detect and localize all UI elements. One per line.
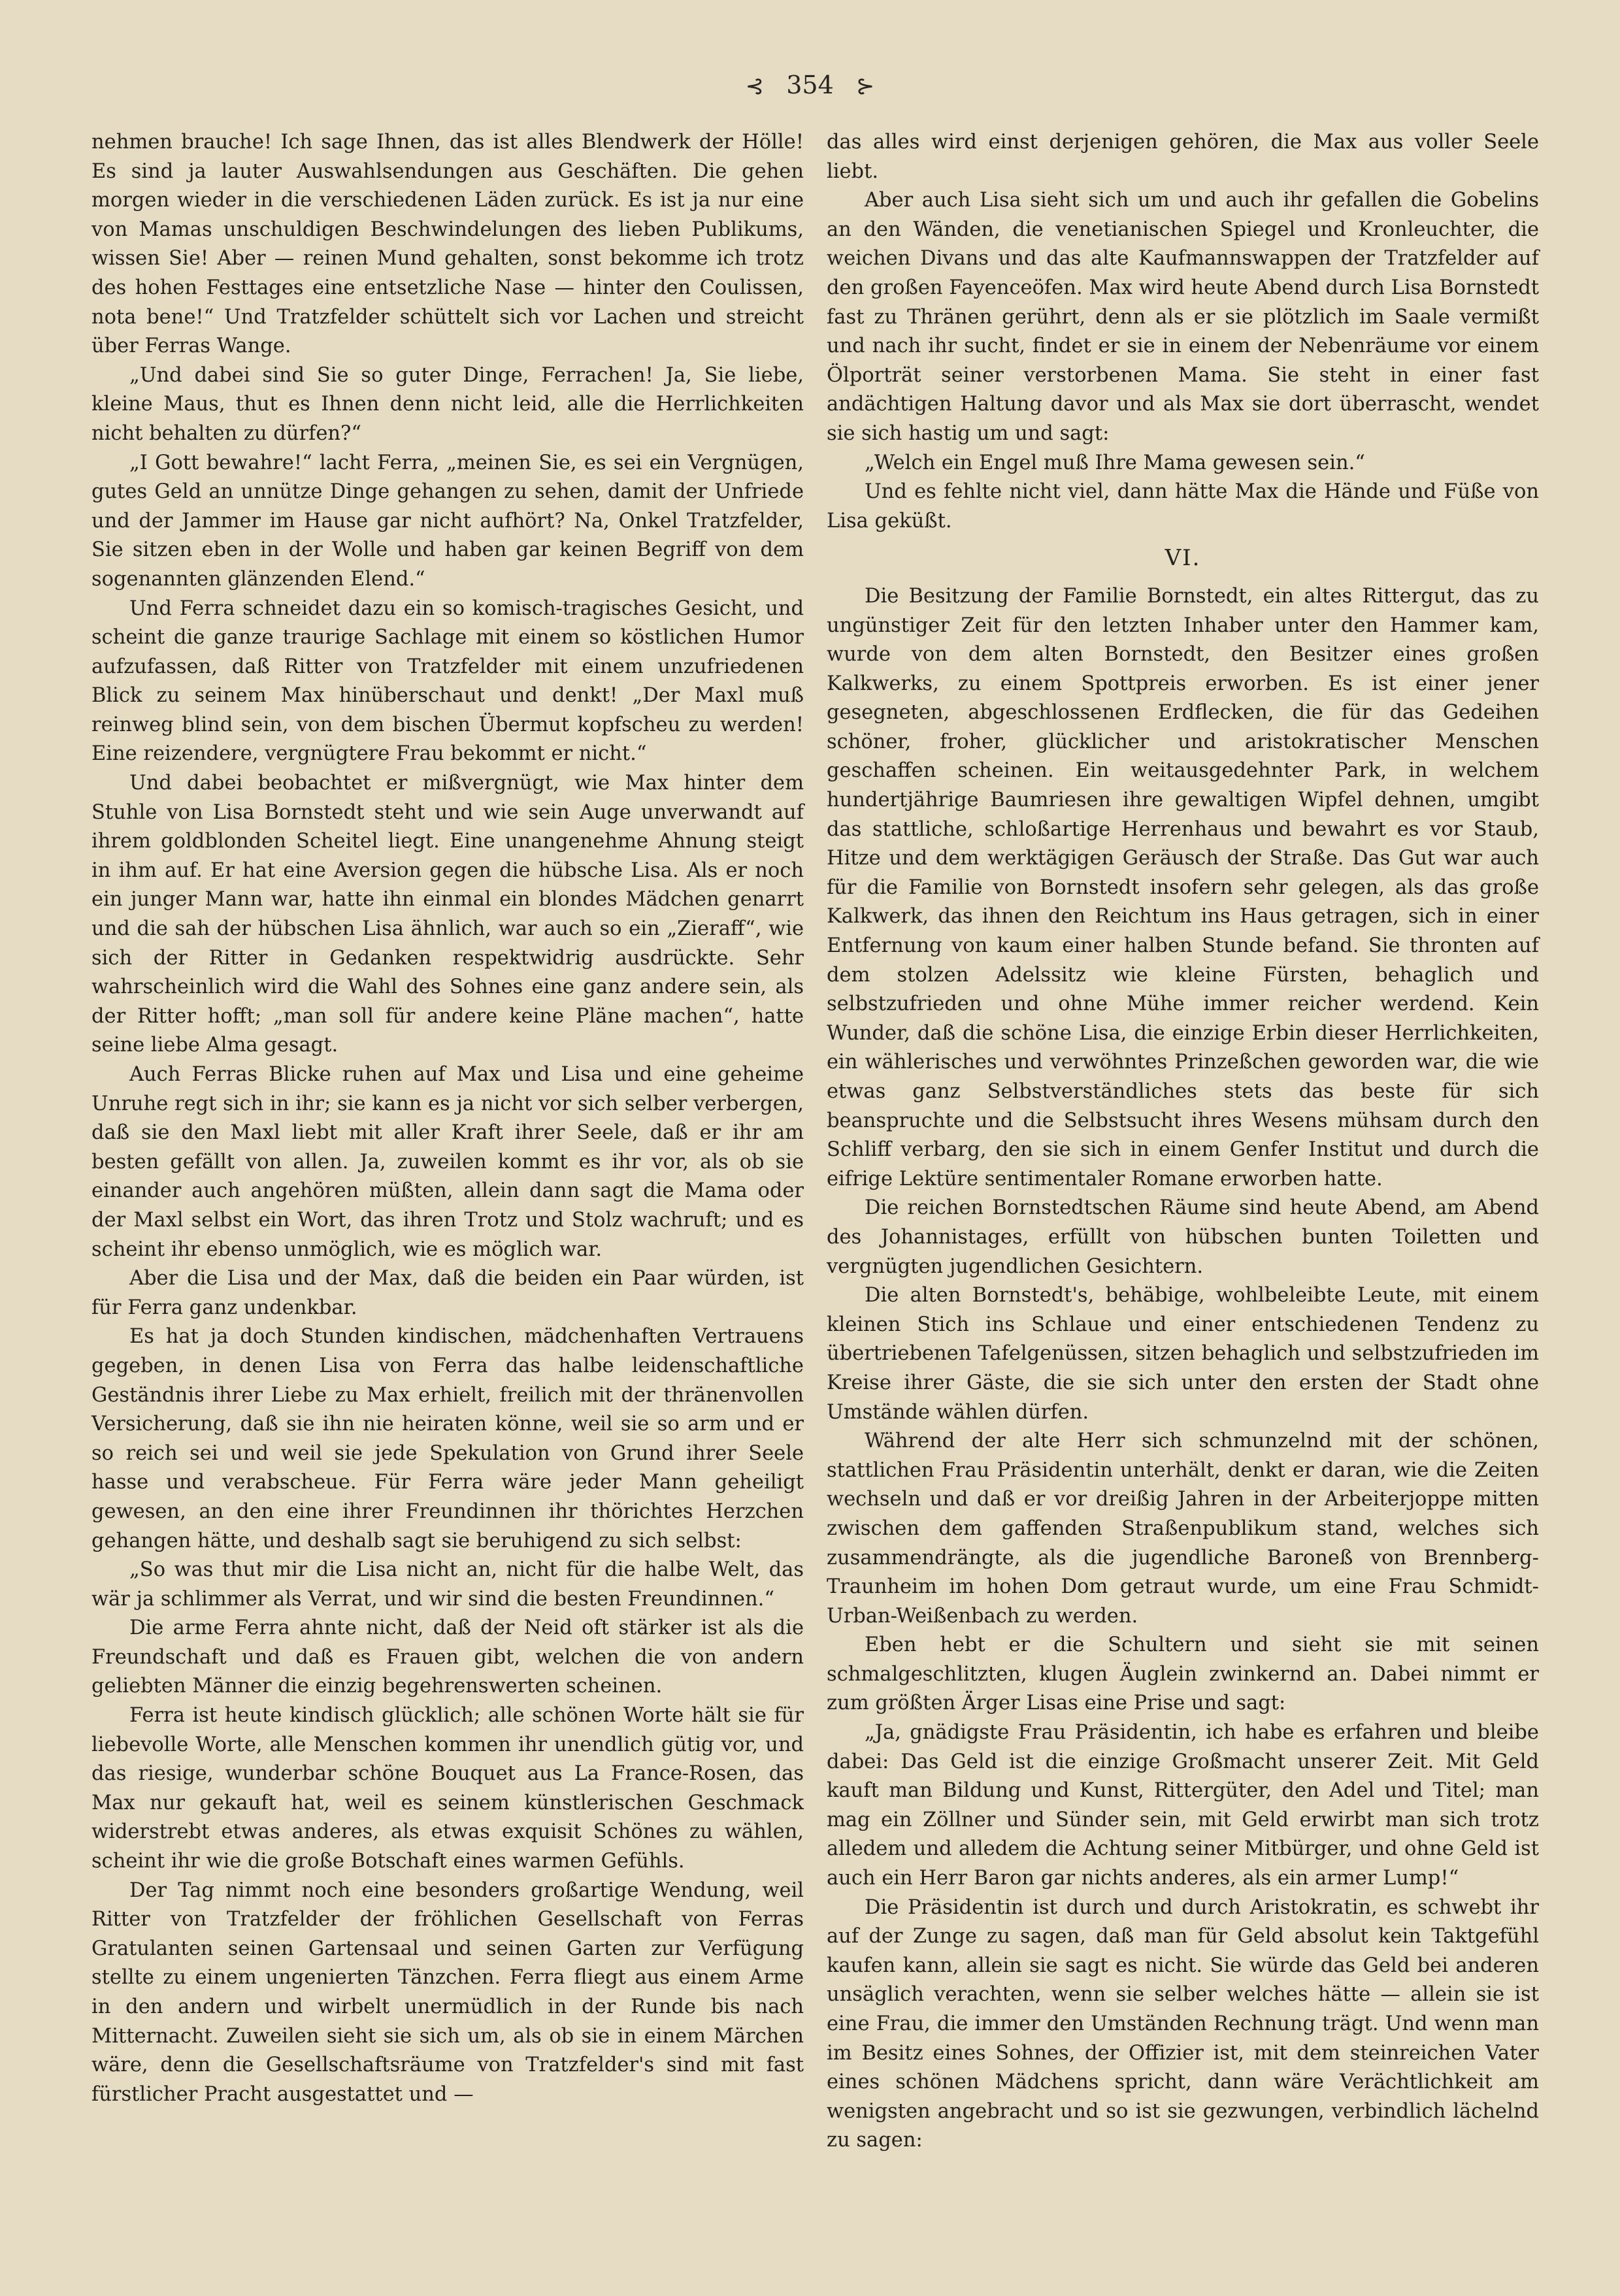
paragraph: Und Ferra schneidet dazu ein so komisch-tragisches Gesicht, und scheint die ganze traurige Sachlage mit einem so köstlichen Humor aufzufassen, daß Ritter von Tratzfelder mit einem unzufriedenen Blick zu seinem Max hinüberschaut und denkt! „Der Maxl muß reinweg blind sein, von dem bischen Übermut kopfscheu zu werden! Eine reizendere, vergnügtere Frau bekommt er nicht.“: [91, 597, 804, 766]
paragraph: Die Präsidentin ist durch und durch Aristokratin, es schwebt ihr auf der Zunge zu sagen, daß man für Geld absolut kein Taktgefühl kaufen kann, allein sie sagt es nicht. Sie würde das Geld bei anderen unsäglich verachten, wenn sie selber welches hätte — allein sie ist eine Frau, die immer den Umständen Rechnung trägt. Und wenn man im Besitz eines Sohnes, der Offizier ist, mit dem steinreichen Vater eines schönen Mädchens spricht, dann wäre Verächtlichkeit am wenigsten angebracht und so ist sie gezwungen, verbindlich lächelnd zu sagen:: [827, 1895, 1539, 2152]
page-header: [0, 71, 1620, 99]
paragraph: nehmen brauche! Ich sage Ihnen, das ist alles Blendwerk der Hölle! Es sind ja lauter Auswahlsendungen aus Geschäften. Die gehen morgen wieder in die verschiedenen Läden zurück. Es ist ja nur eine von Mamas unschuldigen Beschwindelungen des lieben Publikums, wissen Sie! Aber — reinen Mund gehalten, sonst bekomme ich trotz des hohen Festtages eine entsetzliche Nase — hinter den Coulissen, nota bene!“ Und Tratzfelder schüttelt sich vor Lachen und streicht über Ferras Wange.: [91, 131, 804, 358]
right-column: [827, 128, 1539, 2156]
paragraph: Eben hebt er die Schultern und sieht sie mit seinen schmalgeschlitzten, klugen Äuglein zwinkernd an. Dabei nimmt er zum größten Ärger Lisas eine Prise und sagt:: [827, 1633, 1539, 1715]
left-column: [91, 128, 804, 2109]
paragraph: Aber die Lisa und der Max, daß die beiden ein Paar würden, ist für Ferra ganz undenkbar.: [91, 1267, 804, 1319]
paragraph: „So was thut mir die Lisa nicht an, nicht für die halbe Welt, das wär ja schlimmer als Verrat, und wir sind die besten Freundinnen.“: [91, 1558, 804, 1611]
paragraph: Während der alte Herr sich schmunzelnd mit der schönen, stattlichen Frau Präsidentin unterhält, denkt er daran, wie die Zeiten wechseln und daß er vor dreißig Jahren in der Arbeiterjoppe mitten zwischen dem gaffenden Straßenpublikum stand, welches sich zusammendrängte, als die jugendliche Baroneß von Brennberg-Traunheim im hohen Dom getraut wurde, um eine Frau Schmidt-Urban-Weißenbach zu werden.: [827, 1430, 1539, 1628]
paragraph: das alles wird einst derjenigen gehören, die Max aus voller Seele liebt.: [827, 131, 1539, 183]
page-number: 354: [786, 71, 834, 99]
paragraph: Die reichen Bornstedtschen Räume sind heute Abend, am Abend des Johannistages, erfüllt von hübschen bunten Toiletten und vergnügten jugendlichen Gesichtern.: [827, 1196, 1539, 1278]
paragraph: Die arme Ferra ahnte nicht, daß der Neid oft stärker ist als die Freundschaft und daß es Frauen gibt, welchen die von andern geliebten Männer die einzig begehrenswerten scheinen.: [91, 1616, 804, 1698]
paragraph: Die alten Bornstedt's, behäbige, wohlbeleibte Leute, mit einem kleinen Stich ins Schlaue und einer entschiedenen Tendenz zu übertriebenen Tafelgenüssen, sitzen behaglich und selbstzufrieden im Kreise ihrer Gäste, die sie sich unter den ersten der Stadt ohne Umstände wählen dürfen.: [827, 1284, 1539, 1424]
paragraph: Der Tag nimmt noch eine besonders großartige Wendung, weil Ritter von Tratzfelder der fröhlichen Gesellschaft von Ferras Gratulanten seinen Gartensaal und seinen Garten zur Verfügung stellte zu einem ungenierten Tänzchen. Ferra fliegt aus einem Arme in den andern und wirbelt unermüdlich in der Runde bis nach Mitternacht. Zuweilen sieht sie sich um, als ob sie in einem Märchen wäre, denn die Gesellschaftsräume von Tratzfelder's sind mit fast fürstlicher Pracht ausgestattet und —: [91, 1878, 804, 2106]
paragraph: Auch Ferras Blicke ruhen auf Max und Lisa und eine geheime Unruhe regt sich in ihr; sie kann es ja nicht vor sich selber verbergen, daß sie den Maxl liebt mit aller Kraft ihrer Seele, daß er ihr am besten gefällt von allen. Ja, zuweilen kommt es ihr vor, als ob sie einander auch angehören müßten, allein dann sagt die Mama oder der Maxl selbst ein Wort, das ihren Trotz und Stolz wachruft; und es scheint ihr ebenso unmöglich, wie es möglich war.: [91, 1063, 804, 1261]
paragraph: Und es fehlte nicht viel, dann hätte Max die Hände und Füße von Lisa geküßt.: [827, 480, 1539, 533]
ornament-right: ⊱: [855, 73, 875, 99]
paragraph: Es hat ja doch Stunden kindischen, mädchenhaften Vertrauens gegeben, in denen Lisa von Ferra das halbe leidenschaftliche Geständnis ihrer Liebe zu Max erhielt, freilich mit der thränenvollen Versicherung, daß sie ihn nie heiraten könne, weil sie so arm und er so reich sei und weil sie jede Spekulation von Grund ihrer Seele hasse und verabscheue. Für Ferra wäre jeder Mann geheiligt gewesen, an den eine ihrer Freundinnen ihr thörichtes Herzchen gehangen hätte, und deshalb sagt sie beruhigend zu sich selbst:: [91, 1325, 804, 1552]
paragraph: Und dabei beobachtet er mißvergnügt, wie Max hinter dem Stuhle von Lisa Bornstedt steht und wie sein Auge unverwandt auf ihrem goldblonden Scheitel liegt. Eine unangenehme Ahnung steigt in ihm auf. Er hat eine Aversion gegen die hübsche Lisa. Als er noch ein junger Mann war, hatte ihn einmal ein blondes Mädchen genarrt und die sah der hübschen Lisa ähnlich, war auch so ein „Zieraff“, wie sich der Ritter in Gedanken respektwidrig ausdrückte. Sehr wahrscheinlich wird die Wahl des Sohnes eine ganz andere sein, als der Ritter hofft; „man soll für andere keine Pläne machen“, hatte seine liebe Alma gesagt.: [91, 772, 804, 1057]
paragraph: „Und dabei sind Sie so guter Dinge, Ferrachen! Ja, Sie liebe, kleine Maus, thut es Ihnen denn nicht leid, alle die Herrlichkeiten nicht behalten zu dürfen?“: [91, 363, 804, 445]
paragraph: „Welch ein Engel muß Ihre Mama gewesen sein.“: [865, 451, 1365, 474]
paragraph: „Ja, gnädigste Frau Präsidentin, ich habe es erfahren und bleibe dabei: Das Geld ist die einzige Großmacht unserer Zeit. Mit Geld kauft man Bildung und Kunst, Rittergüter, den Adel und Titel; man mag ein Zöllner und Sünder sein, mit Geld erwirbt man sich trotz alledem und alledem die Achtung seiner Mitbürger, und ohne Geld ist auch ein Herr Baron gar nichts anderes, als ein armer Lump!“: [827, 1721, 1539, 1890]
paragraph: Aber auch Lisa sieht sich um und auch ihr gefallen die Gobelins an den Wänden, die venetianischen Spiegel und Kronleuchter, die weichen Divans und das alte Kaufmannswappen der Tratzfelder auf den großen Fayenceöfen. Max wird heute Abend durch Lisa Bornstedt fast zu Thränen gerührt, denn als er sie plötzlich im Saale vermißt und nach ihr sucht, findet er sie in einem der Nebenräume vor einem Ölporträt seiner verstorbenen Mama. Sie steht in einer fast andächtigen Haltung davor und als Max sie dort überrascht, wendet sie sich hastig um und sagt:: [827, 189, 1539, 445]
paragraph: „I Gott bewahre!“ lacht Ferra, „meinen Sie, es sei ein Vergnügen, gutes Geld an unnütze Dinge gehangen zu sehen, damit der Unfriede und der Jammer im Hause gar nicht aufhört? Na, Onkel Tratzfelder, Sie sitzen eben in der Wolle und haben gar keinen Begriff von dem sogenannten glänzenden Elend.“: [91, 451, 804, 591]
section-heading: VI.: [1165, 545, 1201, 572]
ornament-left: ⊰: [745, 73, 765, 99]
paragraph: Die Besitzung der Familie Bornstedt, ein altes Rittergut, das zu ungünstiger Zeit für den letzten Inhaber unter den Hammer kam, wurde von dem alten Bornstedt, den Besitzer eines großen Kalkwerks, zu einem Spottpreis erworben. Es ist einer jener gesegneten, abgeschlossenen Erdflecken, die für das Gedeihen schöner, froher, glücklicher und aristokratischer Menschen geschaffen scheinen. Ein weitausgedehnter Park, in welchem hundertjährige Baumriesen ihre gewaltigen Wipfel dehnen, umgibt das stattliche, schloßartige Herrenhaus und bewahrt es vor Staub, Hitze und dem werktägigen Geräusch der Straße. Das Gut war auch für die Familie von Bornstedt insofern sehr gelegen, als das große Kalkwerk, das ihnen den Reichtum ins Haus getragen, sich in einer Entfernung von kaum einer halben Stunde befand. Sie thronten auf dem stolzen Adelssitz wie kleine Fürsten, behaglich und selbstzufrieden und ohne Mühe immer reicher werdend. Kein Wunder, daß die schöne Lisa, die einzige Erbin dieser Herrlichkeiten, ein wählerisches und verwöhntes Prinzeßchen geworden war, die wie etwas ganz Selbstverständliches stets das beste für sich beanspruchte und die Selbstsucht ihres Wesens mühsam durch den Schliff verbarg, den sie sich in einem Genfer Institut und durch die eifrige Lektüre sentimentaler Romane erworben hatte.: [827, 584, 1539, 1190]
paragraph: Ferra ist heute kindisch glücklich; alle schönen Worte hält sie für liebevolle Worte, alle Menschen kommen ihr unendlich gütig vor, und das riesige, wunderbar schöne Bouquet aus La France-Rosen, das Max nur gekauft hat, weil es seinem künstlerischen Geschmack widerstrebt etwas anderes, als etwas exquisit Schönes zu wählen, scheint ihr wie die große Botschaft eines warmen Gefühls.: [91, 1704, 804, 1873]
